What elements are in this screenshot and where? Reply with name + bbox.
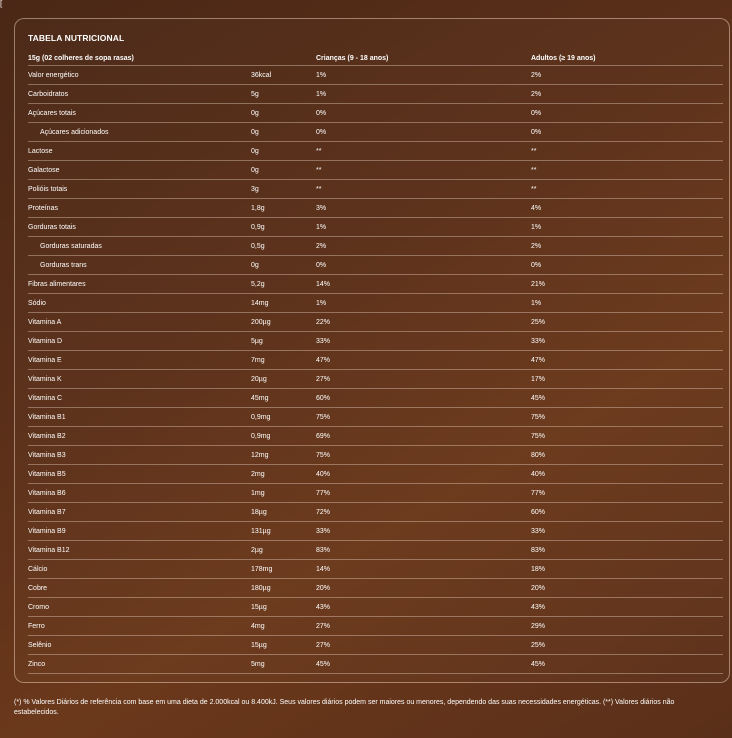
nutrient-name: Polióis totais	[28, 180, 251, 199]
nutrient-adults-dv: 75%	[531, 408, 723, 427]
nutrient-kids-dv: 27%	[316, 617, 531, 636]
nutrient-adults-dv: 25%	[531, 636, 723, 655]
nutrient-kids-dv: 75%	[316, 408, 531, 427]
nutrient-kids-dv: **	[316, 180, 531, 199]
nutrient-amount: 0g	[251, 123, 316, 142]
header-adults: Adultos (≥ 19 anos)	[531, 55, 596, 62]
nutrient-amount: 15µg	[251, 636, 316, 655]
nutrient-amount: 7mg	[251, 351, 316, 370]
nutrient-amount: 1,8g	[251, 199, 316, 218]
table-row	[28, 522, 723, 541]
nutrient-kids-dv: **	[316, 142, 531, 161]
nutrient-amount: 45mg	[251, 389, 316, 408]
nutrient-kids-dv: 0%	[316, 256, 531, 275]
nutrient-amount: 0g	[251, 142, 316, 161]
table-row	[28, 617, 723, 636]
nutrient-name: Selênio	[28, 636, 251, 655]
header-kids: Crianças (9 - 18 anos)	[316, 55, 389, 62]
nutrient-name: Açúcares adicionados	[28, 123, 251, 142]
nutrient-name: Vitamina A	[28, 313, 251, 332]
nutrient-kids-dv: 2%	[316, 237, 531, 256]
nutrient-adults-dv: 33%	[531, 522, 723, 541]
nutrient-name: Sódio	[28, 294, 251, 313]
nutrient-name: Carboidratos	[28, 85, 251, 104]
footnote: (*) % Valores Diários de referência com base em uma dieta de 2.000kcal ou 8.400kJ. Seus valores diários podem ser maiores ou menores, dependendo das suas necessidades energéticas. (**) Valores diários não estabelecidos.	[14, 699, 675, 716]
table-row	[28, 275, 723, 294]
table-row	[28, 332, 723, 351]
table-row	[28, 85, 723, 104]
nutrient-amount: 1mg	[251, 484, 316, 503]
nutrient-name: Proteínas	[28, 199, 251, 218]
table-body	[28, 66, 723, 674]
nutrient-adults-dv: 77%	[531, 484, 723, 503]
nutrient-amount: 20µg	[251, 370, 316, 389]
nutrient-name: Vitamina B7	[28, 503, 251, 522]
nutrient-kids-dv: 60%	[316, 389, 531, 408]
table-row	[28, 446, 723, 465]
table-title: TABELA NUTRICIONAL	[28, 33, 125, 43]
nutrient-adults-dv: 29%	[531, 617, 723, 636]
nutrient-name: Galactose	[28, 161, 251, 180]
nutrient-kids-dv: 1%	[316, 85, 531, 104]
nutrient-kids-dv: 83%	[316, 541, 531, 560]
header-amount	[251, 52, 316, 66]
nutrient-amount: 0,5g	[251, 237, 316, 256]
nutrient-kids-dv: 45%	[316, 655, 531, 674]
table-row	[28, 579, 723, 598]
nutrient-adults-dv: 80%	[531, 446, 723, 465]
nutrient-adults-dv: 0%	[531, 256, 723, 275]
header-portion: 15g (02 colheres de sopa rasas)	[28, 55, 134, 62]
nutrient-kids-dv: 14%	[316, 275, 531, 294]
corner-mark: [	[0, 0, 3, 8]
nutrient-kids-dv: 77%	[316, 484, 531, 503]
table-row	[28, 123, 723, 142]
nutrient-amount: 5mg	[251, 655, 316, 674]
table-row	[28, 142, 723, 161]
table-row	[28, 541, 723, 560]
nutrient-name: Vitamina E	[28, 351, 251, 370]
nutrient-amount: 0,9mg	[251, 408, 316, 427]
nutrient-adults-dv: 33%	[531, 332, 723, 351]
nutrient-kids-dv: 33%	[316, 332, 531, 351]
nutrient-adults-dv: 0%	[531, 104, 723, 123]
nutrient-name: Açúcares totais	[28, 104, 251, 123]
table-row	[28, 351, 723, 370]
table-row	[28, 218, 723, 237]
nutrient-name: Vitamina K	[28, 370, 251, 389]
nutrient-adults-dv: 45%	[531, 655, 723, 674]
table-row	[28, 427, 723, 446]
nutrient-name: Vitamina D	[28, 332, 251, 351]
nutrient-amount: 0g	[251, 104, 316, 123]
nutrient-kids-dv: 0%	[316, 123, 531, 142]
nutrient-adults-dv: 1%	[531, 218, 723, 237]
nutrient-name: Vitamina B9	[28, 522, 251, 541]
nutrient-amount: 178mg	[251, 560, 316, 579]
nutrient-adults-dv: **	[531, 180, 723, 199]
nutrient-name: Cromo	[28, 598, 251, 617]
nutrient-adults-dv: 45%	[531, 389, 723, 408]
table-row	[28, 104, 723, 123]
nutrient-adults-dv: 83%	[531, 541, 723, 560]
nutrient-amount: 18µg	[251, 503, 316, 522]
nutrient-kids-dv: 33%	[316, 522, 531, 541]
nutrient-adults-dv: 60%	[531, 503, 723, 522]
nutrient-name: Vitamina C	[28, 389, 251, 408]
nutrient-adults-dv: **	[531, 142, 723, 161]
table-row	[28, 560, 723, 579]
table-row	[28, 199, 723, 218]
table-header-row	[28, 52, 723, 66]
nutrition-table	[28, 52, 723, 674]
table-row	[28, 66, 723, 85]
nutrient-amount: 3g	[251, 180, 316, 199]
nutrient-name: Valor energético	[28, 66, 251, 85]
nutrient-name: Vitamina B3	[28, 446, 251, 465]
table-row	[28, 180, 723, 199]
nutrient-kids-dv: 27%	[316, 636, 531, 655]
nutrition-card	[14, 18, 730, 683]
nutrient-name: Gorduras trans	[28, 256, 251, 275]
nutrient-kids-dv: 1%	[316, 218, 531, 237]
nutrient-kids-dv: 1%	[316, 294, 531, 313]
nutrient-amount: 36kcal	[251, 66, 316, 85]
table-row	[28, 484, 723, 503]
nutrient-adults-dv: 43%	[531, 598, 723, 617]
table-row	[28, 636, 723, 655]
nutrient-name: Vitamina B5	[28, 465, 251, 484]
nutrient-adults-dv: 47%	[531, 351, 723, 370]
nutrient-kids-dv: 75%	[316, 446, 531, 465]
table-row	[28, 161, 723, 180]
table-row	[28, 294, 723, 313]
nutrient-name: Cálcio	[28, 560, 251, 579]
nutrient-amount: 2mg	[251, 465, 316, 484]
nutrient-amount: 0,9mg	[251, 427, 316, 446]
nutrient-kids-dv: 72%	[316, 503, 531, 522]
nutrient-name: Vitamina B6	[28, 484, 251, 503]
table-row	[28, 655, 723, 674]
nutrient-adults-dv: **	[531, 161, 723, 180]
nutrient-name: Vitamina B2	[28, 427, 251, 446]
nutrient-adults-dv: 18%	[531, 560, 723, 579]
nutrient-adults-dv: 2%	[531, 66, 723, 85]
nutrient-amount: 14mg	[251, 294, 316, 313]
table-row	[28, 598, 723, 617]
nutrient-kids-dv: 40%	[316, 465, 531, 484]
nutrient-name: Gorduras totais	[28, 218, 251, 237]
nutrient-name: Lactose	[28, 142, 251, 161]
nutrient-adults-dv: 2%	[531, 85, 723, 104]
nutrient-amount: 2µg	[251, 541, 316, 560]
nutrient-amount: 4mg	[251, 617, 316, 636]
nutrient-adults-dv: 0%	[531, 123, 723, 142]
nutrient-kids-dv: 43%	[316, 598, 531, 617]
nutrient-kids-dv: 0%	[316, 104, 531, 123]
nutrient-kids-dv: 14%	[316, 560, 531, 579]
table-row	[28, 313, 723, 332]
nutrient-amount: 5µg	[251, 332, 316, 351]
nutrient-name: Gorduras saturadas	[28, 237, 251, 256]
nutrient-adults-dv: 75%	[531, 427, 723, 446]
nutrient-adults-dv: 4%	[531, 199, 723, 218]
nutrient-amount: 200µg	[251, 313, 316, 332]
table-row	[28, 237, 723, 256]
nutrient-amount: 5,2g	[251, 275, 316, 294]
nutrient-amount: 0,9g	[251, 218, 316, 237]
nutrient-kids-dv: 47%	[316, 351, 531, 370]
nutrient-amount: 131µg	[251, 522, 316, 541]
nutrient-amount: 5g	[251, 85, 316, 104]
nutrient-adults-dv: 25%	[531, 313, 723, 332]
nutrient-amount: 15µg	[251, 598, 316, 617]
nutrient-name: Fibras alimentares	[28, 275, 251, 294]
table-row	[28, 503, 723, 522]
nutrient-amount: 180µg	[251, 579, 316, 598]
table-row	[28, 370, 723, 389]
nutrient-adults-dv: 21%	[531, 275, 723, 294]
nutrient-name: Vitamina B1	[28, 408, 251, 427]
nutrient-adults-dv: 2%	[531, 237, 723, 256]
table-row	[28, 256, 723, 275]
nutrient-name: Zinco	[28, 655, 251, 674]
nutrient-amount: 0g	[251, 256, 316, 275]
nutrient-kids-dv: **	[316, 161, 531, 180]
nutrient-name: Ferro	[28, 617, 251, 636]
nutrient-kids-dv: 27%	[316, 370, 531, 389]
nutrient-adults-dv: 40%	[531, 465, 723, 484]
nutrient-amount: 12mg	[251, 446, 316, 465]
nutrient-adults-dv: 1%	[531, 294, 723, 313]
table-row	[28, 465, 723, 484]
nutrient-adults-dv: 17%	[531, 370, 723, 389]
nutrient-name: Cobre	[28, 579, 251, 598]
nutrient-kids-dv: 20%	[316, 579, 531, 598]
nutrient-adults-dv: 20%	[531, 579, 723, 598]
nutrient-amount: 0g	[251, 161, 316, 180]
table-row	[28, 389, 723, 408]
table-row	[28, 408, 723, 427]
nutrient-kids-dv: 69%	[316, 427, 531, 446]
nutrient-kids-dv: 3%	[316, 199, 531, 218]
nutrient-name: Vitamina B12	[28, 541, 251, 560]
nutrient-kids-dv: 22%	[316, 313, 531, 332]
nutrient-kids-dv: 1%	[316, 66, 531, 85]
